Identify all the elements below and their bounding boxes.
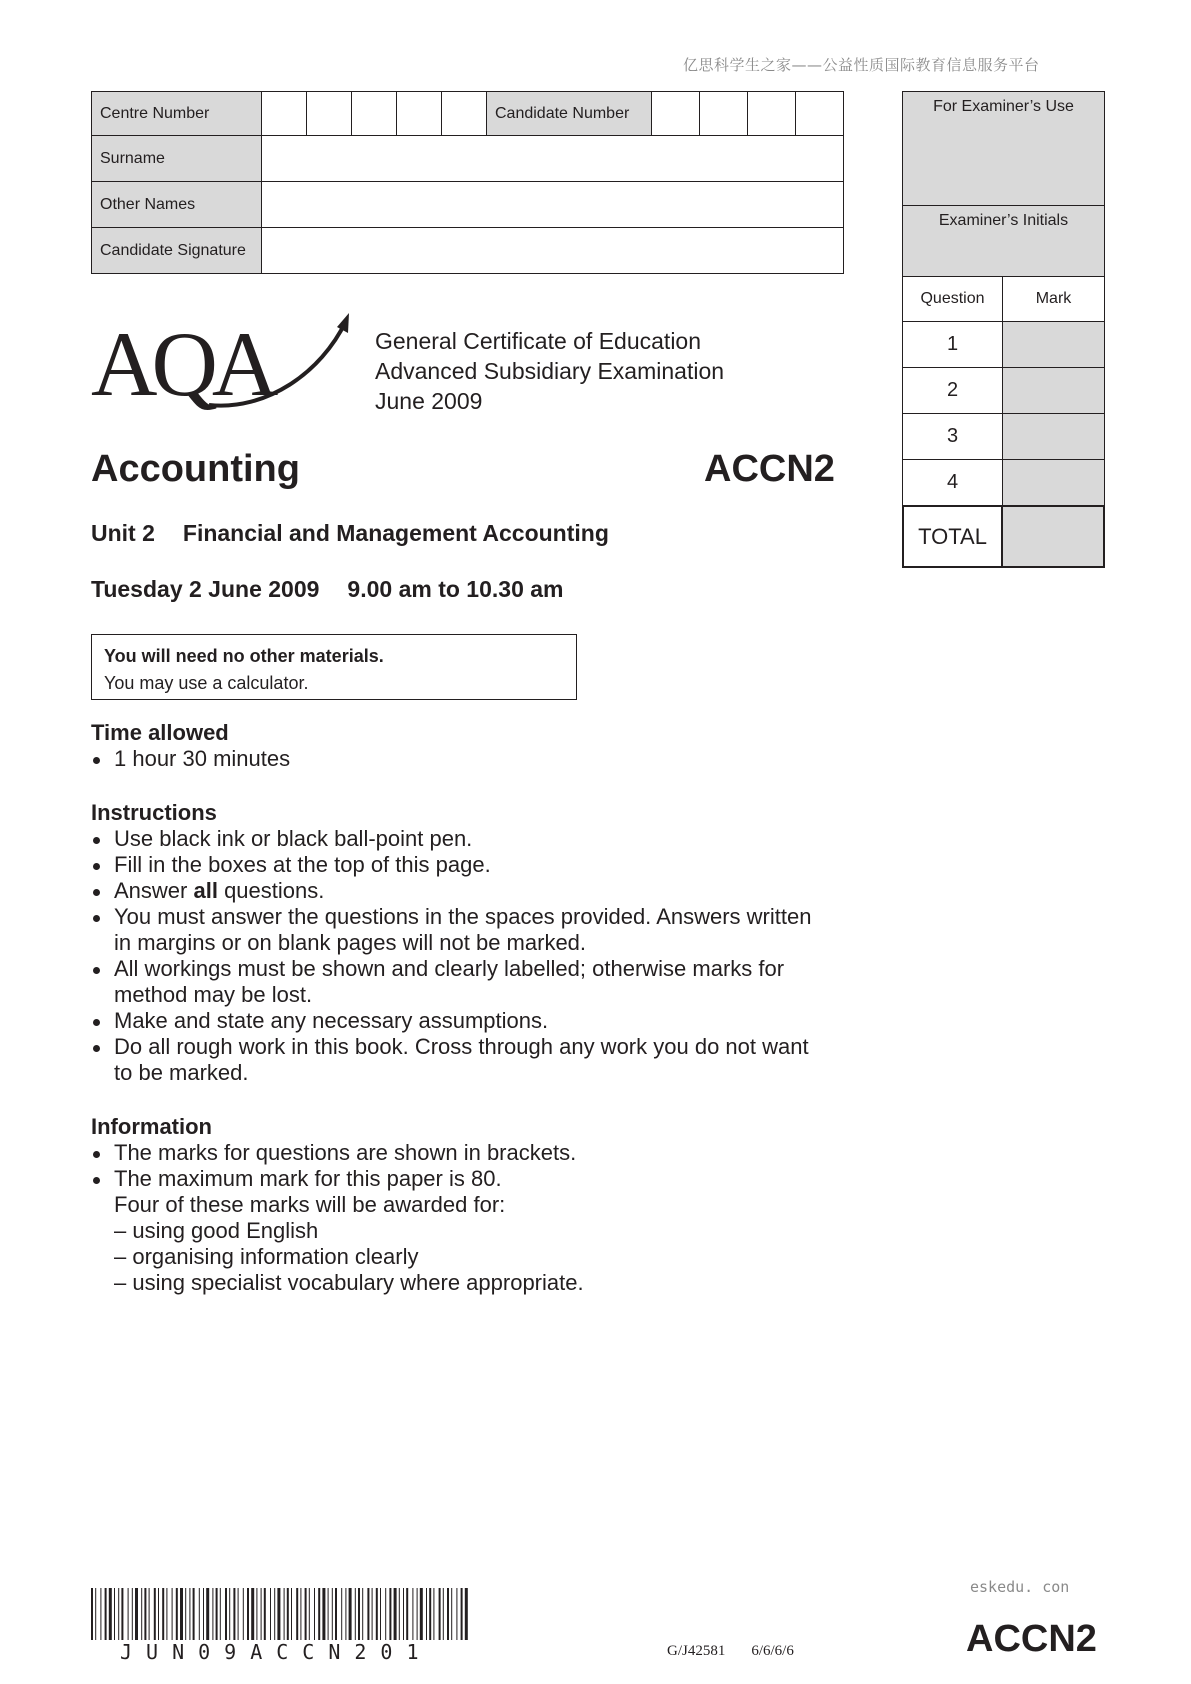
barcode-bar bbox=[376, 1588, 378, 1640]
centre-number-box[interactable] bbox=[261, 91, 307, 136]
barcode-bar bbox=[349, 1588, 352, 1640]
candidate-number-box[interactable] bbox=[747, 91, 796, 136]
barcode-bar bbox=[406, 1588, 408, 1640]
signature-label: Candidate Signature bbox=[91, 227, 262, 274]
barcode-bar bbox=[141, 1588, 142, 1640]
barcode-bar bbox=[367, 1588, 369, 1640]
barcode-bar bbox=[100, 1588, 101, 1640]
bullet-icon bbox=[93, 1151, 100, 1158]
barcode-bar bbox=[172, 1588, 173, 1640]
barcode-bar bbox=[91, 1588, 93, 1640]
exam-time: 9.00 am to 10.30 am bbox=[347, 576, 564, 602]
barcode-bar bbox=[300, 1588, 301, 1640]
barcode-bar bbox=[264, 1588, 266, 1640]
question-number: 4 bbox=[902, 459, 1003, 506]
bullet-icon bbox=[93, 1019, 100, 1026]
sub-item: – using good English bbox=[114, 1218, 319, 1243]
barcode-bar bbox=[199, 1588, 200, 1640]
bullet-icon bbox=[93, 915, 100, 922]
barcode-bar bbox=[355, 1588, 356, 1640]
sub-item: – using specialist vocabulary where appropriate. bbox=[114, 1270, 584, 1295]
barcode-bar bbox=[328, 1588, 329, 1640]
candidate-number-box[interactable] bbox=[651, 91, 700, 136]
barcode-bar bbox=[166, 1588, 167, 1640]
question-number: 3 bbox=[902, 413, 1003, 460]
candidate-details-grid bbox=[91, 91, 844, 274]
bullet-icon bbox=[93, 757, 100, 764]
barcode-bar bbox=[251, 1588, 254, 1640]
barcode-bar bbox=[399, 1588, 400, 1640]
barcode-bar bbox=[203, 1588, 204, 1640]
centre-number-box[interactable] bbox=[441, 91, 487, 136]
unit-number: Unit 2 bbox=[91, 520, 155, 546]
barcode-bar bbox=[247, 1588, 249, 1640]
barcode-bar bbox=[109, 1588, 112, 1640]
barcode-bar bbox=[158, 1588, 159, 1640]
barcode-bar bbox=[176, 1588, 178, 1640]
barcode-bar bbox=[358, 1588, 360, 1640]
barcode-bar bbox=[420, 1588, 423, 1640]
barcode-bar bbox=[216, 1588, 218, 1640]
bullet-icon bbox=[93, 889, 100, 896]
certificate-info bbox=[375, 326, 724, 416]
barcode-bar bbox=[229, 1588, 230, 1640]
barcode-bar bbox=[314, 1588, 315, 1640]
list-item: The marks for questions are shown in brackets. bbox=[91, 1140, 851, 1166]
barcode-bar bbox=[277, 1588, 280, 1640]
barcode-bar bbox=[439, 1588, 441, 1640]
candidate-number-box[interactable] bbox=[795, 91, 844, 136]
total-label: TOTAL bbox=[902, 505, 1003, 568]
watermark-bottom: eskedu. con bbox=[970, 1578, 1070, 1596]
exam-date: Tuesday 2 June 2009 bbox=[91, 576, 320, 602]
centre-number-box[interactable] bbox=[306, 91, 352, 136]
job-reference: G/J42581 6/6/6/6 bbox=[667, 1643, 794, 1659]
barcode-bar bbox=[456, 1588, 457, 1640]
barcode-bar bbox=[318, 1588, 320, 1640]
bullet-icon bbox=[93, 837, 100, 844]
barcode-bar bbox=[345, 1588, 346, 1640]
barcode-bar bbox=[144, 1588, 146, 1640]
barcode-bar bbox=[385, 1588, 386, 1640]
barcode-bar bbox=[274, 1588, 275, 1640]
barcode-bar bbox=[335, 1588, 337, 1640]
barcode-bar bbox=[341, 1588, 342, 1640]
barcode-bar bbox=[389, 1588, 391, 1640]
barcode-bar bbox=[412, 1588, 413, 1640]
barcode-bar bbox=[225, 1588, 227, 1640]
watermark-top: 亿思科学生之家——公益性质国际教育信息服务平台 bbox=[683, 56, 1040, 74]
barcode-bar bbox=[206, 1588, 209, 1640]
barcode-bar bbox=[114, 1588, 115, 1640]
barcode-bar bbox=[433, 1588, 434, 1640]
examiner-initials-label: Examiner’s Initials bbox=[902, 205, 1105, 277]
barcode-bar bbox=[372, 1588, 373, 1640]
information-section bbox=[91, 1114, 851, 1296]
barcode-bar bbox=[189, 1588, 190, 1640]
candidate-number-label: Candidate Number bbox=[486, 91, 652, 136]
barcode-bar bbox=[220, 1588, 221, 1640]
examiner-use-title: For Examiner’s Use bbox=[902, 91, 1105, 206]
mark-cell[interactable] bbox=[1002, 321, 1105, 368]
mark-cell[interactable] bbox=[1002, 413, 1105, 460]
other-names-field[interactable] bbox=[261, 181, 844, 228]
exam-date-line bbox=[91, 576, 564, 603]
list-item: You must answer the questions in the spaces provided. Answers written in margins or on blank pages will not be marked. bbox=[91, 904, 851, 956]
cert-line: Advanced Subsidiary Examination bbox=[375, 358, 725, 384]
mark-header: Mark bbox=[1002, 276, 1105, 322]
barcode-bar bbox=[461, 1588, 463, 1640]
materials-line: You may use a calculator. bbox=[104, 673, 309, 693]
materials-line: You will need no other materials. bbox=[104, 646, 384, 666]
list-item: All workings must be shown and clearly labelled; otherwise marks for method may be lost. bbox=[91, 956, 851, 1008]
barcode-bar bbox=[128, 1588, 129, 1640]
barcode-bar bbox=[332, 1588, 333, 1640]
unit-line bbox=[91, 520, 609, 547]
barcode-bar bbox=[465, 1588, 468, 1640]
barcode-bar bbox=[154, 1588, 156, 1640]
barcode-bar bbox=[305, 1588, 307, 1640]
barcode-bar bbox=[429, 1588, 431, 1640]
barcode-bar bbox=[185, 1588, 186, 1640]
signature-field[interactable] bbox=[261, 227, 844, 274]
surname-field[interactable] bbox=[261, 135, 844, 182]
paper-code: ACCN2 bbox=[704, 448, 835, 490]
surname-label: Surname bbox=[91, 135, 262, 182]
instructions-section bbox=[91, 800, 851, 1086]
barcode-bar bbox=[256, 1588, 257, 1640]
list-item: 1 hour 30 minutes bbox=[91, 746, 851, 772]
bullet-icon bbox=[93, 967, 100, 974]
section-heading: Instructions bbox=[91, 800, 217, 825]
cert-line: June 2009 bbox=[375, 388, 483, 414]
centre-number-box[interactable] bbox=[396, 91, 442, 136]
time-allowed-section bbox=[91, 720, 851, 772]
section-heading: Information bbox=[91, 1114, 212, 1139]
barcode-bar bbox=[121, 1588, 123, 1640]
barcode-bar bbox=[447, 1588, 449, 1640]
list-item: Fill in the boxes at the top of this page. bbox=[91, 852, 851, 878]
barcode-bar bbox=[443, 1588, 444, 1640]
bullet-icon bbox=[93, 1177, 100, 1184]
barcode-bar bbox=[233, 1588, 235, 1640]
barcode-bar bbox=[95, 1588, 96, 1640]
barcode-bar bbox=[212, 1588, 213, 1640]
bullet-icon bbox=[93, 863, 100, 870]
barcode-bar bbox=[243, 1588, 244, 1640]
barcode-bar bbox=[296, 1588, 298, 1640]
bullet-icon bbox=[93, 1045, 100, 1052]
barcode-bar bbox=[380, 1588, 381, 1640]
barcode-bar bbox=[180, 1588, 183, 1640]
barcode-bar bbox=[403, 1588, 404, 1640]
barcode-bar bbox=[261, 1588, 262, 1640]
sub-item: – organising information clearly bbox=[114, 1244, 419, 1269]
barcode-bar bbox=[451, 1588, 452, 1640]
list-item: Use black ink or black ball-point pen. bbox=[91, 826, 851, 852]
list-item: Do all rough work in this book. Cross through any work you do not want to be marked. bbox=[91, 1034, 851, 1086]
barcode-bar bbox=[309, 1588, 310, 1640]
other-names-label: Other Names bbox=[91, 181, 262, 228]
paper-code-footer: ACCN2 bbox=[966, 1618, 1097, 1660]
subject-title: Accounting bbox=[91, 448, 300, 490]
barcode-bar bbox=[291, 1588, 292, 1640]
barcode-bar bbox=[238, 1588, 239, 1640]
list-item: Make and state any necessary assumptions. bbox=[91, 1008, 851, 1034]
barcode-bar bbox=[284, 1588, 285, 1640]
examiner-box bbox=[902, 91, 1105, 568]
centre-number-label: Centre Number bbox=[91, 91, 262, 136]
barcode-bar bbox=[132, 1588, 133, 1640]
barcode-bar bbox=[270, 1588, 271, 1640]
barcode-bar bbox=[135, 1588, 138, 1640]
svg-text:AQA: AQA bbox=[91, 313, 273, 413]
section-heading: Time allowed bbox=[91, 720, 229, 745]
mark-cell[interactable] bbox=[1002, 459, 1105, 506]
cert-line: General Certificate of Education bbox=[375, 328, 702, 354]
materials-box bbox=[91, 634, 577, 700]
unit-title: Financial and Management Accounting bbox=[182, 520, 609, 546]
centre-number-box[interactable] bbox=[351, 91, 397, 136]
mark-cell[interactable] bbox=[1002, 367, 1105, 414]
barcode-bar bbox=[394, 1588, 397, 1640]
barcode-bar bbox=[322, 1588, 325, 1640]
total-mark-cell[interactable] bbox=[1001, 505, 1105, 568]
list-item: Answer all questions. bbox=[91, 878, 851, 904]
question-number: 1 bbox=[902, 321, 1003, 368]
list-item: The maximum mark for this paper is 80. Four of these marks will be awarded for: bbox=[91, 1166, 851, 1218]
barcode bbox=[91, 1588, 473, 1640]
barcode-bar bbox=[149, 1588, 150, 1640]
barcode-bar bbox=[105, 1588, 107, 1640]
barcode-bar bbox=[362, 1588, 363, 1640]
aqa-logo bbox=[91, 313, 353, 413]
barcode-bar bbox=[287, 1588, 289, 1640]
barcode-bar bbox=[193, 1588, 195, 1640]
barcode-bar bbox=[426, 1588, 427, 1640]
barcode-bar bbox=[417, 1588, 418, 1640]
question-number: 2 bbox=[902, 367, 1003, 414]
barcode-bar bbox=[118, 1588, 119, 1640]
barcode-text: JUN09ACCN201 bbox=[120, 1640, 433, 1664]
barcode-bar bbox=[162, 1588, 164, 1640]
candidate-number-box[interactable] bbox=[699, 91, 748, 136]
question-header: Question bbox=[902, 276, 1003, 322]
